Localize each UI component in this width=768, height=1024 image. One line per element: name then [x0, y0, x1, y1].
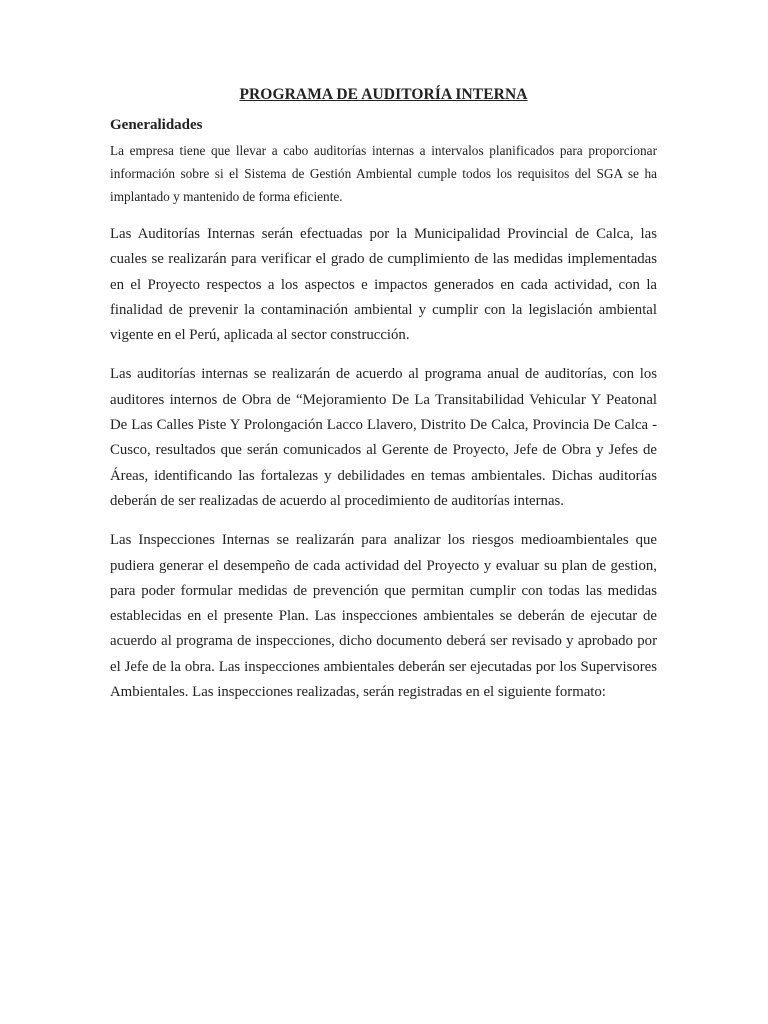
paragraph-programa-anual: Las auditorías internas se realizarán de acuerdo al programa anual de auditorías, con los auditores internos de Obra de “Mejoramiento De La Transitabilidad Vehicular Y Peatonal De Las Calles Piste Y Prolongación Lacco Llavero, Distrito De Calca, Provincia De Calca - Cusco, resultados que serán comunicados al Gerente de Proyecto, Jefe de Obra y Jefes de Áreas, identificando las fortalezas y debilidades en temas ambientales. Dichas auditorías deberán de ser realizadas de acuerdo al procedimiento de auditorías internas.	[110, 366, 657, 509]
document-title: PROGRAMA DE AUDITORÍA INTERNA	[239, 86, 528, 103]
paragraph-auditorias-internas: Las Auditorías Internas serán efectuadas por la Municipalidad Provincial de Calca, las cuales se realizarán para verificar el grado de cumplimiento de las medidas implementadas en el Proyecto respectos a los aspectos e impactos generados en cada actividad, con la finalidad de prevenir la contaminación ambiental y cumplir con la legislación ambiental vigente en el Perú, aplicada al sector construcción.	[110, 226, 657, 344]
paragraph-intro: La empresa tiene que llevar a cabo auditorías internas a intervalos planificados para proporcionar información sobre si el Sistema de Gestión Ambiental cumple todos los requisitos del SGA se ha implantado y mantenido de forma eficiente.	[110, 143, 657, 204]
paragraph-inspecciones-internas: Las Inspecciones Internas se realizarán para analizar los riesgos medioambientales que pudiera generar el desempeño de cada actividad del Proyecto y evaluar su plan de gestion, para poder formular medidas de prevención que permitan cumplir con todas las medidas establecidas en el presente Plan. Las inspecciones ambientales se deberán de ejecutar de acuerdo al programa de inspecciones, dicho documento deberá ser revisado y aprobado por el Jefe de la obra. Las inspecciones ambientales deberán ser ejecutadas por los Supervisores Ambientales. Las inspecciones realizadas, serán registradas en el siguiente formato:	[110, 532, 657, 701]
section-heading-generalidades: Generalidades	[110, 117, 203, 133]
